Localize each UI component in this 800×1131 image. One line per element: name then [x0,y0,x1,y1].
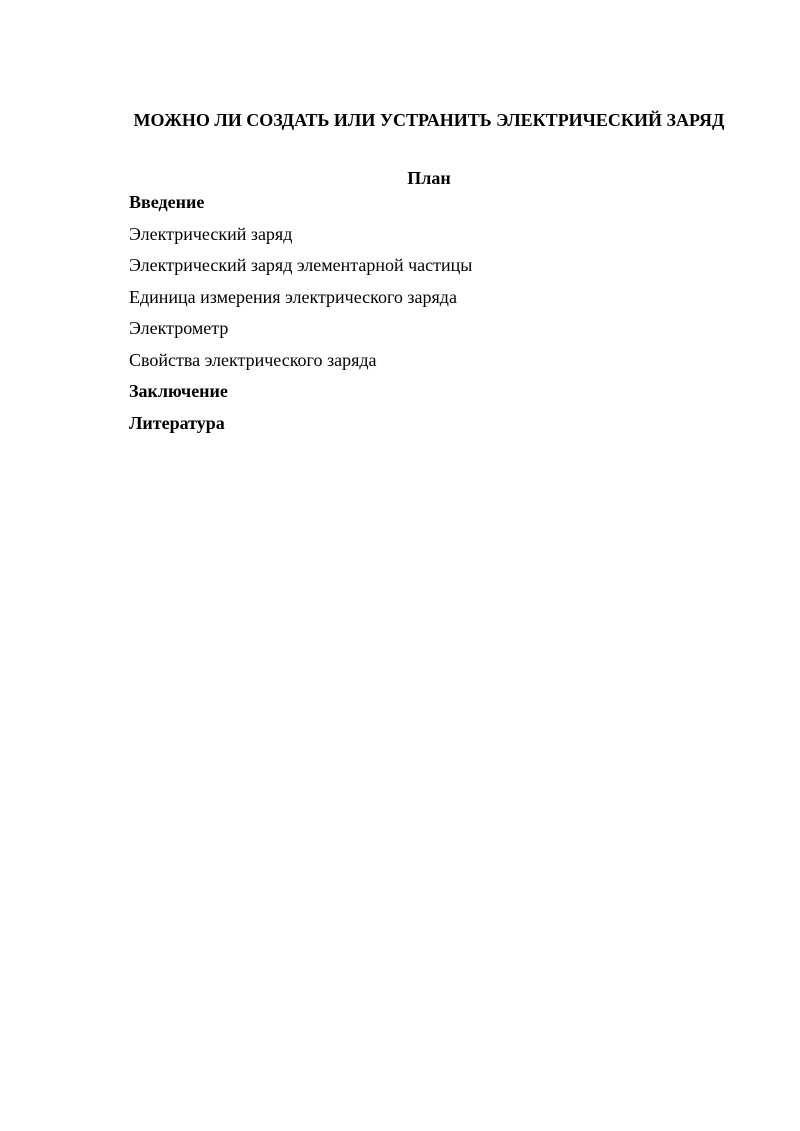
plan-item-literature: Литература [129,412,225,433]
plan-item-charge-unit: Единица измерения электрического заряда [129,286,457,307]
plan-item-conclusion: Заключение [129,381,228,401]
document-title: МОЖНО ЛИ СОЗДАТЬ ИЛИ УСТРАНИТЬ ЭЛЕКТРИЧЕСКИЙ ЗАРЯД [133,110,725,130]
plan-item-charge-properties: Свойства электрического заряда [129,349,377,370]
plan-item-elementary-particle-charge: Электрический заряд элементарной частицы [129,255,473,275]
plan-list [129,190,472,442]
plan-item-electric-charge: Электрический заряд [129,223,293,244]
plan-heading: План [407,168,451,188]
plan-item-electrometer: Электрометр [129,318,229,338]
plan-item-introduction: Введение [129,192,205,212]
